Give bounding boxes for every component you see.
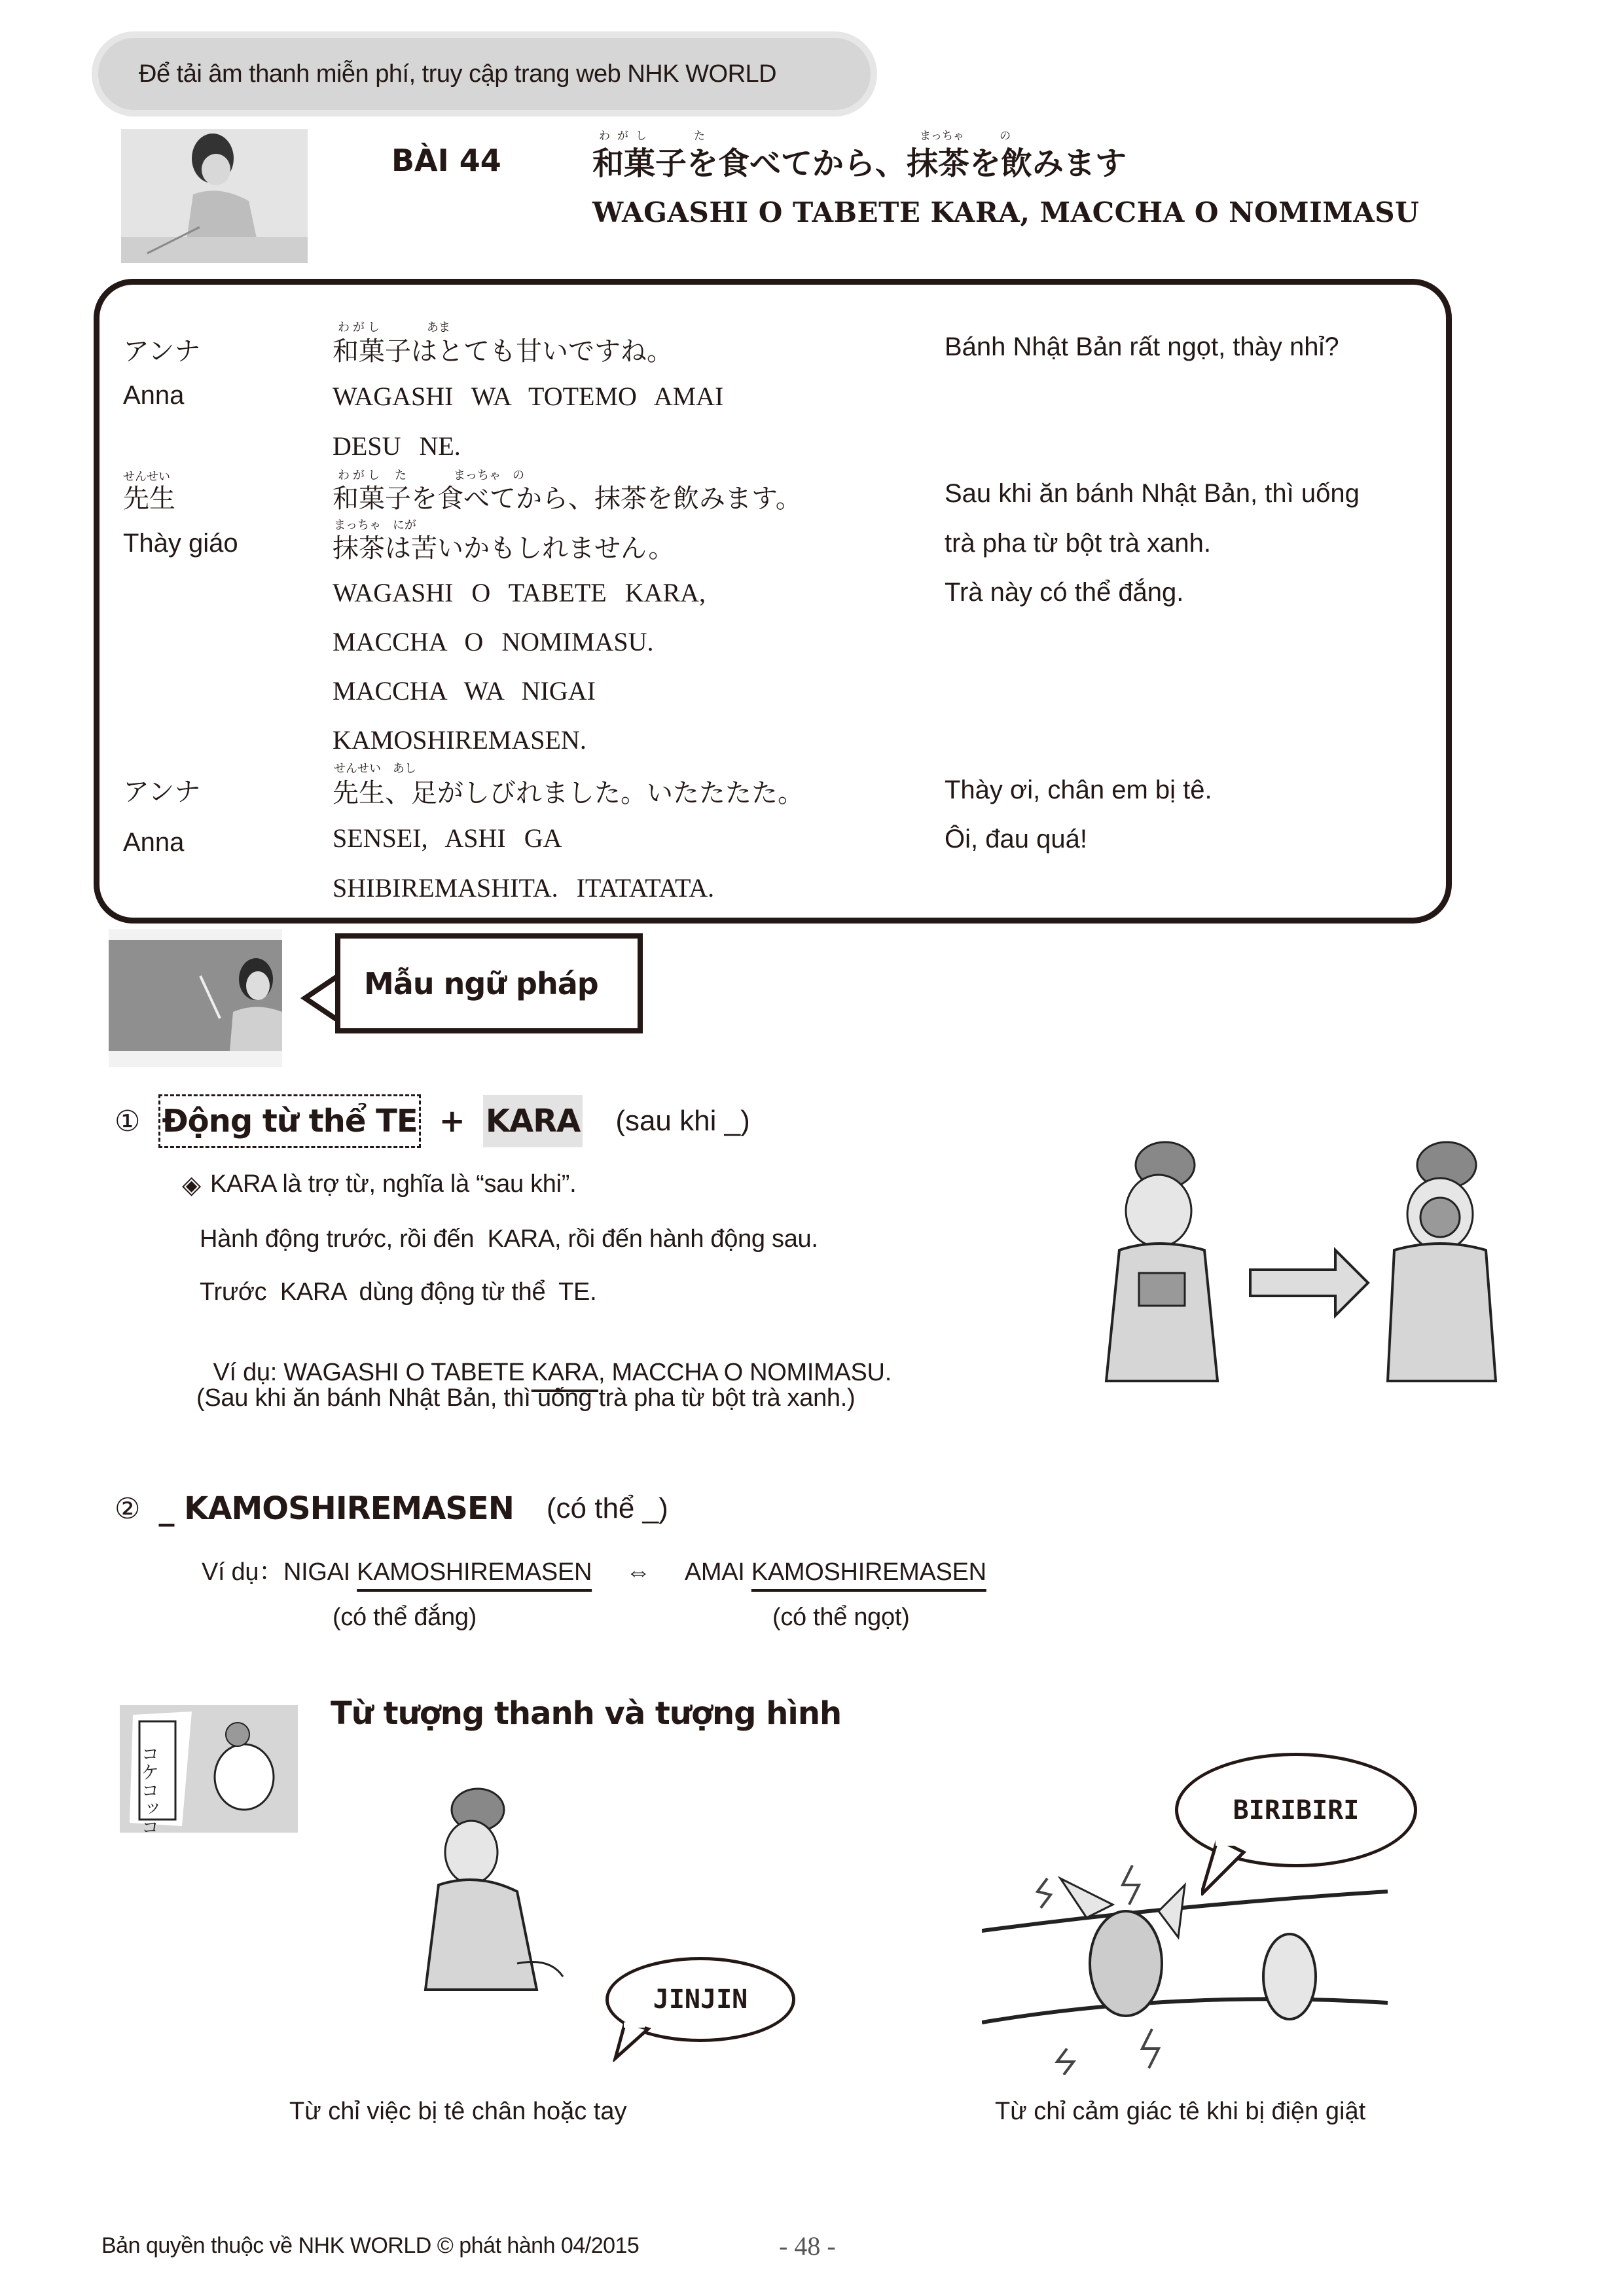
title-jp-text: 和菓子を食べてから、抹茶を飲みます [592,145,1127,182]
shocked-bird-icon [1060,1878,1185,2016]
calm-bird-icon [1263,1934,1316,2019]
speaker-jp: 先生 [123,484,175,514]
dialog-translation: Sau khi ăn bánh Nhật Bản, thì uống [945,479,1360,508]
pattern-note [182,1170,576,1200]
dialog-romaji: KAMOSHIREMASEN. [333,725,586,755]
speaker-vi: Anna [123,381,185,410]
pattern-number: ② [115,1492,141,1526]
example-sentence [200,1331,892,1387]
example-underlined: KAMOSHIREMASEN [751,1558,986,1586]
speech-bubble-tail-icon [300,975,340,1021]
dialog-romaji: SENSEI, ASHI GA [333,823,562,853]
rooster-crowing-icon [120,1705,298,1833]
lesson-title-romaji: WAGASHI O TABETE KARA, MACCHA O NOMIMASU [592,196,1420,228]
speaker-jp: アンナ [123,778,201,806]
bidirectional-arrow-icon: ⇔ [626,1558,651,1586]
dialog-translation: Trà này có thể đắng. [945,578,1184,607]
dialog-box [94,279,1452,924]
furigana: が [617,130,628,143]
onomatopoeia-word: BIRIBIRI [1233,1795,1360,1825]
kimono-girl-drinking-tea-illustration [1093,1126,1499,1388]
furigana: た [694,130,705,143]
dialog-translation: Bánh Nhật Bản rất ngọt, thày nhỉ? [945,332,1339,361]
example-translation: (Sau khi ăn bánh Nhật Bản, thì uống trà pha từ bột trà xanh.) [196,1384,856,1412]
teacher-pointing-icon [109,940,282,1051]
banner-text: Để tải âm thanh miễn phí, truy cập trang web NHK WORLD [139,60,777,88]
example-underlined: KAMOSHIREMASEN [357,1558,592,1586]
rooster-sound-text: コケコッコー [138,1744,160,1833]
example-word: NIGAI [283,1558,357,1586]
pattern-2-example [202,1551,986,1587]
furigana: せんせい あし [334,762,416,775]
furigana: わ が し あま [338,321,451,334]
example-label: Ví dụ： [202,1558,283,1586]
furigana: し [636,130,647,143]
rooster-illustration [120,1705,298,1833]
pattern-meaning: (sau khi _) [615,1105,750,1137]
onomatopoeia-caption: Từ chỉ việc bị tê chân hoặc tay [289,2098,627,2125]
dialog-romaji: MACCHA WA NIGAI [333,676,596,706]
dialog-jp: 和菓子はとても甘いですね。 [333,336,673,367]
dialog-translation: trà pha từ bột trà xanh. [945,529,1212,558]
grammar-pattern-1 [115,1094,750,1148]
example-underlined: KARA [531,1359,599,1386]
pattern-kara: KARA [483,1095,583,1147]
diamond-bullet-icon: ◈ [182,1172,201,1199]
note-text: Hành động trước, rồi đến KARA, rồi đến hành động sau. [200,1225,818,1253]
teacher-illustration [109,929,282,1067]
dialog-romaji: DESU NE. [333,431,461,461]
audio-download-banner [98,38,871,110]
example-text: Ví dụ: WAGASHI O TABETE [213,1359,532,1386]
student-writing-icon [121,129,308,263]
pattern-number: ① [115,1104,141,1138]
dialog-jp: 先生、足がしびれました。いたたたた。 [333,778,804,808]
pattern-meaning: (có thể _) [546,1492,668,1524]
furigana: わ [599,130,610,143]
onomatopoeia-word: JINJIN [653,1984,748,2015]
copyright-footer: Bản quyền thuộc về NHK WORLD © phát hành 04/2015 [101,2233,640,2258]
dialog-romaji: WAGASHI WA TOTEMO AMAI [333,382,724,411]
lesson-title-japanese [592,130,1127,182]
pattern-te-form: Động từ thể TE [158,1094,420,1148]
dialog-jp: 和菓子を食べてから、抹茶を飲みます。 [333,484,802,514]
pattern-kamoshiremasen: _ KAMOSHIREMASEN [158,1490,514,1527]
dialog-jp: 抹茶は苦いかもしれません。 [333,533,675,564]
speaker-vi: Anna [123,828,185,857]
furigana: せんせい [123,470,170,483]
student-illustration [121,129,308,263]
note-text: Trước KARA dùng động từ thể TE. [200,1278,597,1306]
note-text: KARA là trợ từ, nghĩa là “sau khi”. [209,1170,577,1198]
page-number: - 48 - [779,2231,836,2261]
onomatopoeia-caption: Từ chỉ cảm giác tê khi bị điện giật [995,2098,1366,2125]
example-word: AMAI [684,1558,751,1586]
furigana: まっちゃ [920,130,964,143]
birds-electric-wire-illustration [982,1865,1388,2075]
furigana: の [1000,130,1011,143]
speaker-vi: Thày giáo [123,529,238,558]
dialog-romaji: WAGASHI O TABETE KARA, [333,578,706,607]
furigana: まっちゃ にが [334,518,416,531]
grammar-pattern-2 [115,1490,668,1527]
kimono-girl-before-icon [1106,1142,1218,1381]
dialog-romaji: SHIBIREMASHITA. ITATATATA. [333,873,715,903]
furigana: わ が し た まっちゃ の [338,469,525,482]
plus-sign: + [439,1103,465,1139]
speaker-jp: アンナ [123,337,201,366]
speech-tail-icon [612,2022,651,2062]
kimono-girl-after-icon [1388,1142,1496,1381]
onomatopoeia-title: Từ tượng thanh và tượng hình [331,1695,842,1732]
lesson-number: BÀI 44 [391,143,501,178]
dialog-translation: Thày ơi, chân em bị tê. [945,776,1212,804]
right-arrow-icon [1250,1250,1368,1316]
dialog-romaji: MACCHA O NOMIMASU. [333,627,654,656]
example-translation: (có thể ngọt) [772,1604,910,1631]
grammar-pattern-label: Mẫu ngữ pháp [335,933,643,1033]
example-text: , MACCHA O NOMIMASU. [598,1359,892,1386]
dialog-translation: Ôi, đau quá! [945,825,1087,853]
title-furigana [592,131,1127,148]
example-translation: (có thể đắng) [333,1604,477,1631]
kimono-girl-numb-legs-illustration [406,1780,602,1996]
